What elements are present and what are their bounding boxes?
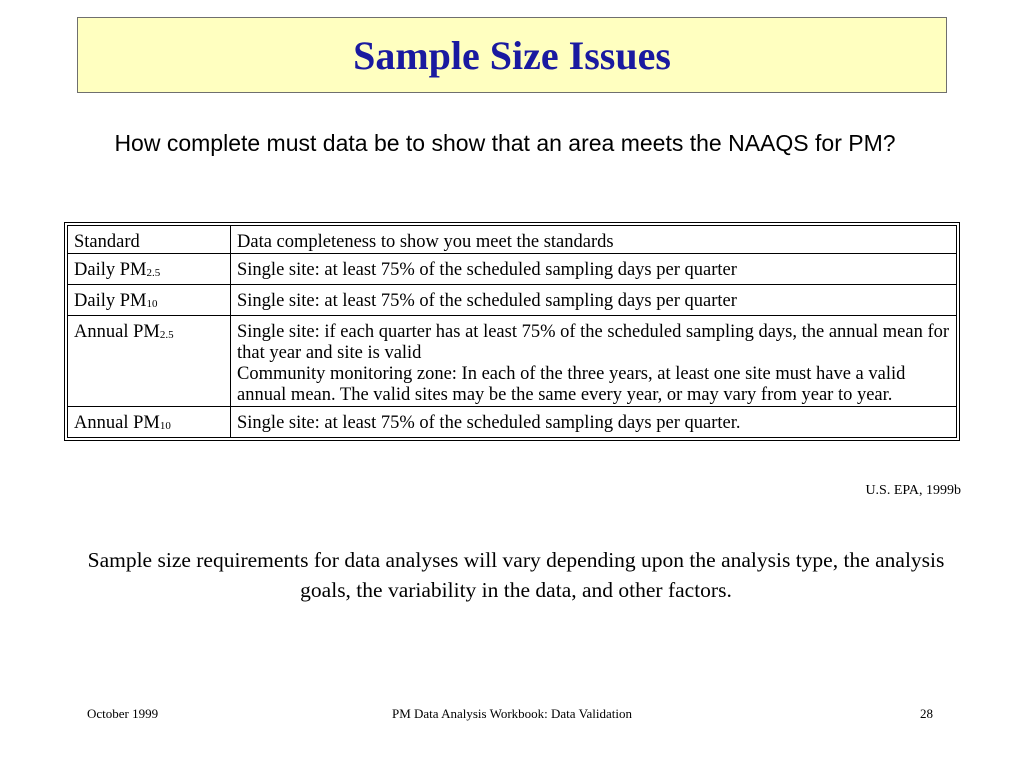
- table-row: [68, 254, 957, 285]
- label-pm: PM: [119, 291, 147, 311]
- header-standard: Standard: [68, 226, 231, 254]
- footer-page-number: 28: [920, 706, 933, 721]
- row-standard-label: [68, 285, 231, 316]
- label-pm: PM: [133, 322, 160, 342]
- completeness-table-frame: [64, 222, 960, 441]
- requirement-single-site: Single site: if each quarter has at least 75% of the scheduled sampling days, the annual mean for that year and site is valid: [237, 322, 950, 363]
- label-subscript: 2.5: [146, 267, 161, 279]
- requirement-community-zone: Community monitoring zone: In each of the three years, at least one site must have a valid annual mean. The valid sites may be the same every year, or may vary from year to year.: [237, 364, 906, 405]
- table-row: [68, 407, 957, 438]
- label-subscript: 10: [159, 420, 171, 432]
- table-row: [68, 316, 957, 407]
- title-banner: [77, 17, 947, 93]
- label-prefix: Daily: [74, 260, 120, 280]
- label-prefix: Annual: [74, 322, 134, 342]
- footer-title: PM Data Analysis Workbook: Data Validation: [391, 706, 633, 721]
- slide-note: Sample size requirements for data analyses will vary depending upon the analysis type, the analysis goals, the variability in the data, and other factors.: [87, 548, 945, 602]
- label-subscript: 2.5: [159, 329, 174, 341]
- row-standard-label: [68, 254, 231, 285]
- label-prefix: Daily: [74, 291, 120, 311]
- slide-title: Sample Size Issues: [353, 32, 671, 78]
- slide-question: How complete must data be to show that an area meets the NAAQS for PM?: [114, 130, 896, 156]
- table-header-row: [68, 226, 957, 254]
- source-citation: U.S. EPA, 1999b: [865, 483, 961, 498]
- footer-date: October 1999: [87, 706, 159, 721]
- row-requirement: Single site: at least 75% of the scheduled sampling days per quarter: [231, 285, 957, 316]
- row-requirement: [231, 316, 957, 407]
- row-standard-label: [68, 316, 231, 407]
- header-completeness: Data completeness to show you meet the standards: [231, 226, 957, 254]
- table-row: [68, 285, 957, 316]
- completeness-table: [67, 225, 957, 438]
- label-prefix: Annual: [74, 413, 134, 433]
- label-pm: PM: [119, 260, 147, 280]
- label-pm: PM: [133, 413, 160, 433]
- label-subscript: 10: [146, 298, 158, 310]
- row-standard-label: [68, 407, 231, 438]
- row-requirement: Single site: at least 75% of the scheduled sampling days per quarter: [231, 254, 957, 285]
- row-requirement: Single site: at least 75% of the scheduled sampling days per quarter.: [231, 407, 957, 438]
